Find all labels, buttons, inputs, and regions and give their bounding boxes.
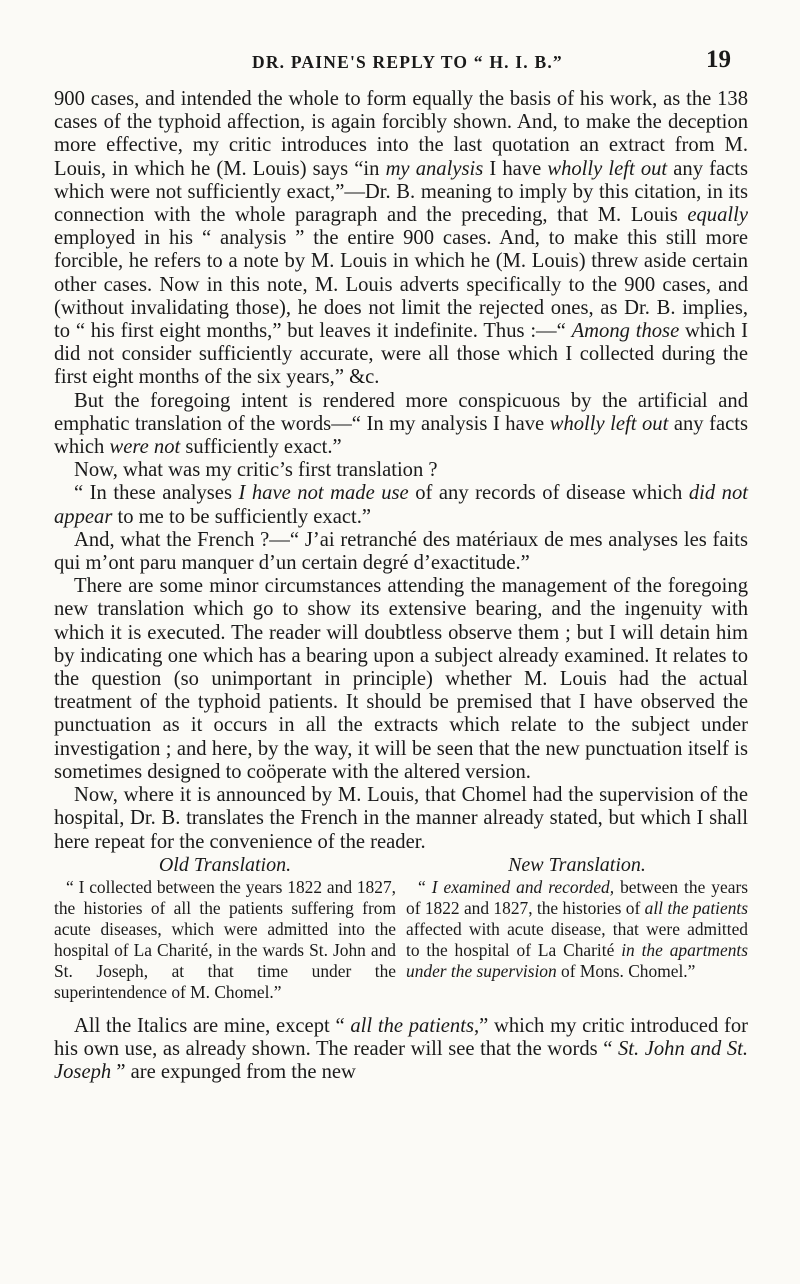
- old-translation-text: “ I collected between the years 1822 and 1827, the histories of all the patients suffering from acute diseases, which were admitted into the hospital of La Charité, in the wards St. John and St. Joseph, at that time under the superintendence of M. Chomel.”: [54, 876, 396, 1002]
- paragraph-5: And, what the French ?—“ J’ai retranché des matériaux de mes analyses les faits qui m’ont paru manquer d’un certain degré d’exactitude.”: [54, 528, 748, 575]
- paragraph-1: 900 cases, and intended the whole to form equally the basis of his work, as the 138 cases of the typhoid affection, is again forcibly shown. And, to make the deception more effective, my critic introduces into the last quotation an extract from M. Louis, in which he (M. Louis) says “in my analysis I have wholly left out any facts which were not sufficiently exact,”—Dr. B. meaning to imply by this citation, in its connection with the whole paragraph and the preceding, that M. Louis equally employed in his “ analysis ” the entire 900 cases. And, to make this still more forcible, he refers to a note by M. Louis in which he (M. Louis) threw aside certain other cases. Now in this note, M. Louis adverts specifically to the 900 cases, and (without invalidating those), he does not limit the rejected ones, as Dr. B. implies, to “ his first eight months,” but leaves it indefinite. Thus :—“ Among those which I did not consider sufficiently accurate, were all those which I collected during the first eight months of the six years,” &c.: [54, 88, 749, 389]
- paragraph-8: All the Italics are mine, except “ all the patients,” which my critic introduced for his own use, as already shown. The reader will see that the words “ St. John and St. Joseph ” are expunged from the new: [54, 1014, 749, 1084]
- new-translation-title: New Translation.: [508, 853, 646, 876]
- paragraph-4: “ In these analyses I have not made use of any records of disease which did not appear to me to be sufficiently exact.”: [54, 482, 749, 528]
- paragraph-2: But the foregoing intent is rendered more conspicuous by the artificial and emphatic translation of the words—“ In my analysis I have wholly left out any facts which were not sufficiently exact.”: [54, 389, 748, 459]
- paragraph-3: Now, what was my critic’s first translation ?: [74, 459, 438, 482]
- new-translation-text: “ I examined and recorded, between the years of 1822 and 1827, the histories of all the patients affected with acute disease, that were admitted to the hospital of La Charité in the apartments under the supervision of Mons. Chomel.”: [406, 876, 749, 981]
- body-text: [54, 88, 748, 1084]
- old-translation-title: Old Translation.: [158, 853, 292, 876]
- running-head: DR. PAINE'S REPLY TO “ H. I. B.”: [252, 52, 563, 72]
- paragraph-7: Now, where it is announced by M. Louis, that Chomel had the supervision of the hospital, Dr. B. translates the French in the manner already stated, but which I shall here repeat for the convenience of the reader.: [54, 784, 748, 853]
- paragraph-6: There are some minor circumstances attending the management of the foregoing new translation which go to show its extensive bearing, and the ingenuity with which it is executed. The reader will doubtless observe them ; but I will detain him by indicating one which has a bearing upon a subject already examined. It relates to the question (so unimportant in principle) whether M. Louis had the actual treatment of the typhoid patients. It should be premised that I have observed the punctuation as it occurs in all the extracts which relate to the subject under investigation ; and here, by the way, it will be seen that the new punctuation itself is sometimes designed to coöperate with the altered version.: [54, 575, 748, 783]
- page-header: [0, 46, 800, 80]
- translation-comparison: [54, 854, 748, 1003]
- new-translation-column: [406, 854, 748, 1003]
- page-number: 19: [706, 46, 731, 73]
- old-translation-column: [54, 854, 396, 1003]
